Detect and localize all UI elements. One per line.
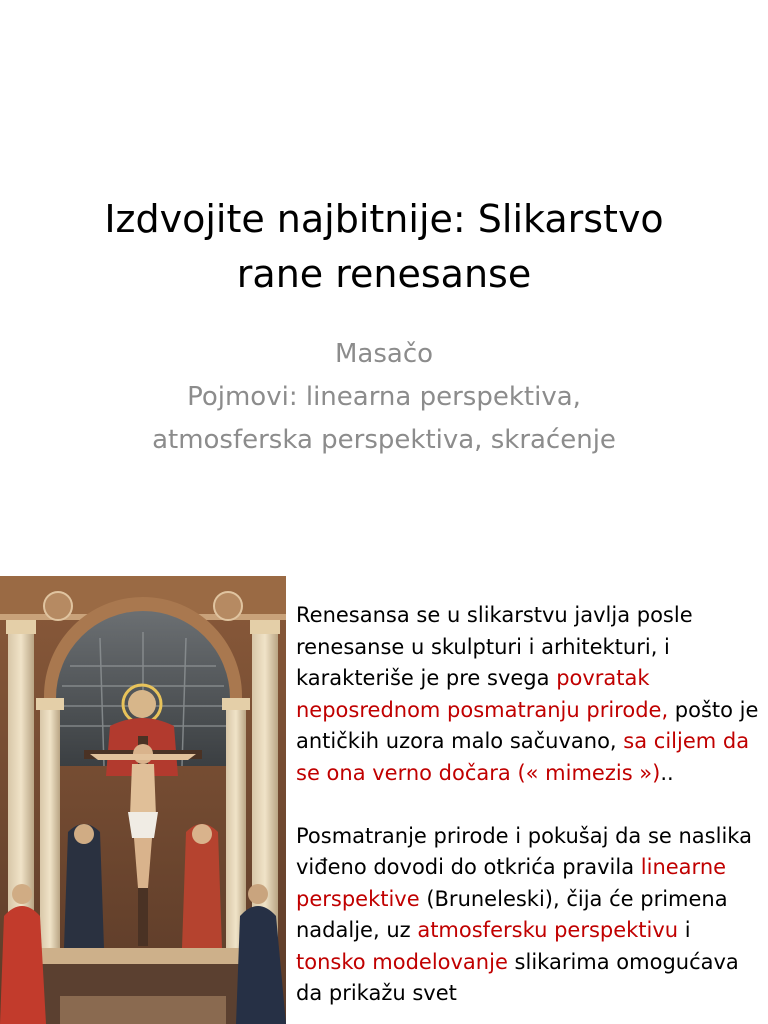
subtitle-line-1: Masačo: [334, 339, 434, 369]
p2-highlight-2: atmosfersku perspektivu: [417, 918, 679, 942]
p2-text-2: (Bruneleski), čija će primena nadalje, uz: [296, 886, 728, 942]
slide-title: [60, 192, 708, 302]
subtitle-line-3: atmosferska perspektiva, skraćenje: [152, 425, 616, 455]
p2-text-4: slikarima omogućava da prikažu svet: [296, 949, 739, 1005]
p1-highlight-2: sa ciljem da se ona verno dočara (« mimezis »): [296, 729, 750, 785]
paragraph-1: [296, 600, 762, 789]
p1-text-2: pošto je antičkih uzora malo sačuvano,: [296, 697, 759, 753]
p2-text-3: i: [678, 918, 691, 942]
trinity-fresco-image: [0, 576, 286, 1024]
paragraph-gap: [296, 789, 762, 821]
content-slide: [0, 576, 768, 1024]
subtitle-line-2: Pojmovi: linearna perspektiva,: [187, 382, 581, 412]
paragraph-2: [296, 821, 762, 1010]
p2-highlight-1: linearne perspektive: [296, 855, 727, 911]
slide-title-line-2: rane renesanse: [236, 252, 532, 296]
slide-subtitle: [60, 333, 708, 462]
slide-body-text: [296, 600, 762, 1010]
p1-text-3: ..: [660, 760, 674, 785]
p1-text-1: Renesansa se u slikarstvu javlja posle renesanse u skulpturi i arhitekturi, i karakteriše je pre svega: [296, 603, 693, 690]
slide-title-line-1: Izdvojite najbitnije: Slikarstvo: [104, 197, 664, 241]
p1-highlight-1: povratak neposrednom posmatranju prirode,: [296, 666, 669, 722]
p2-highlight-3: tonsko modelovanje: [296, 949, 508, 974]
p2-text-1: Posmatranje prirode i pokušaj da se naslika viđeno dovodi do otkrića pravila: [296, 823, 752, 879]
